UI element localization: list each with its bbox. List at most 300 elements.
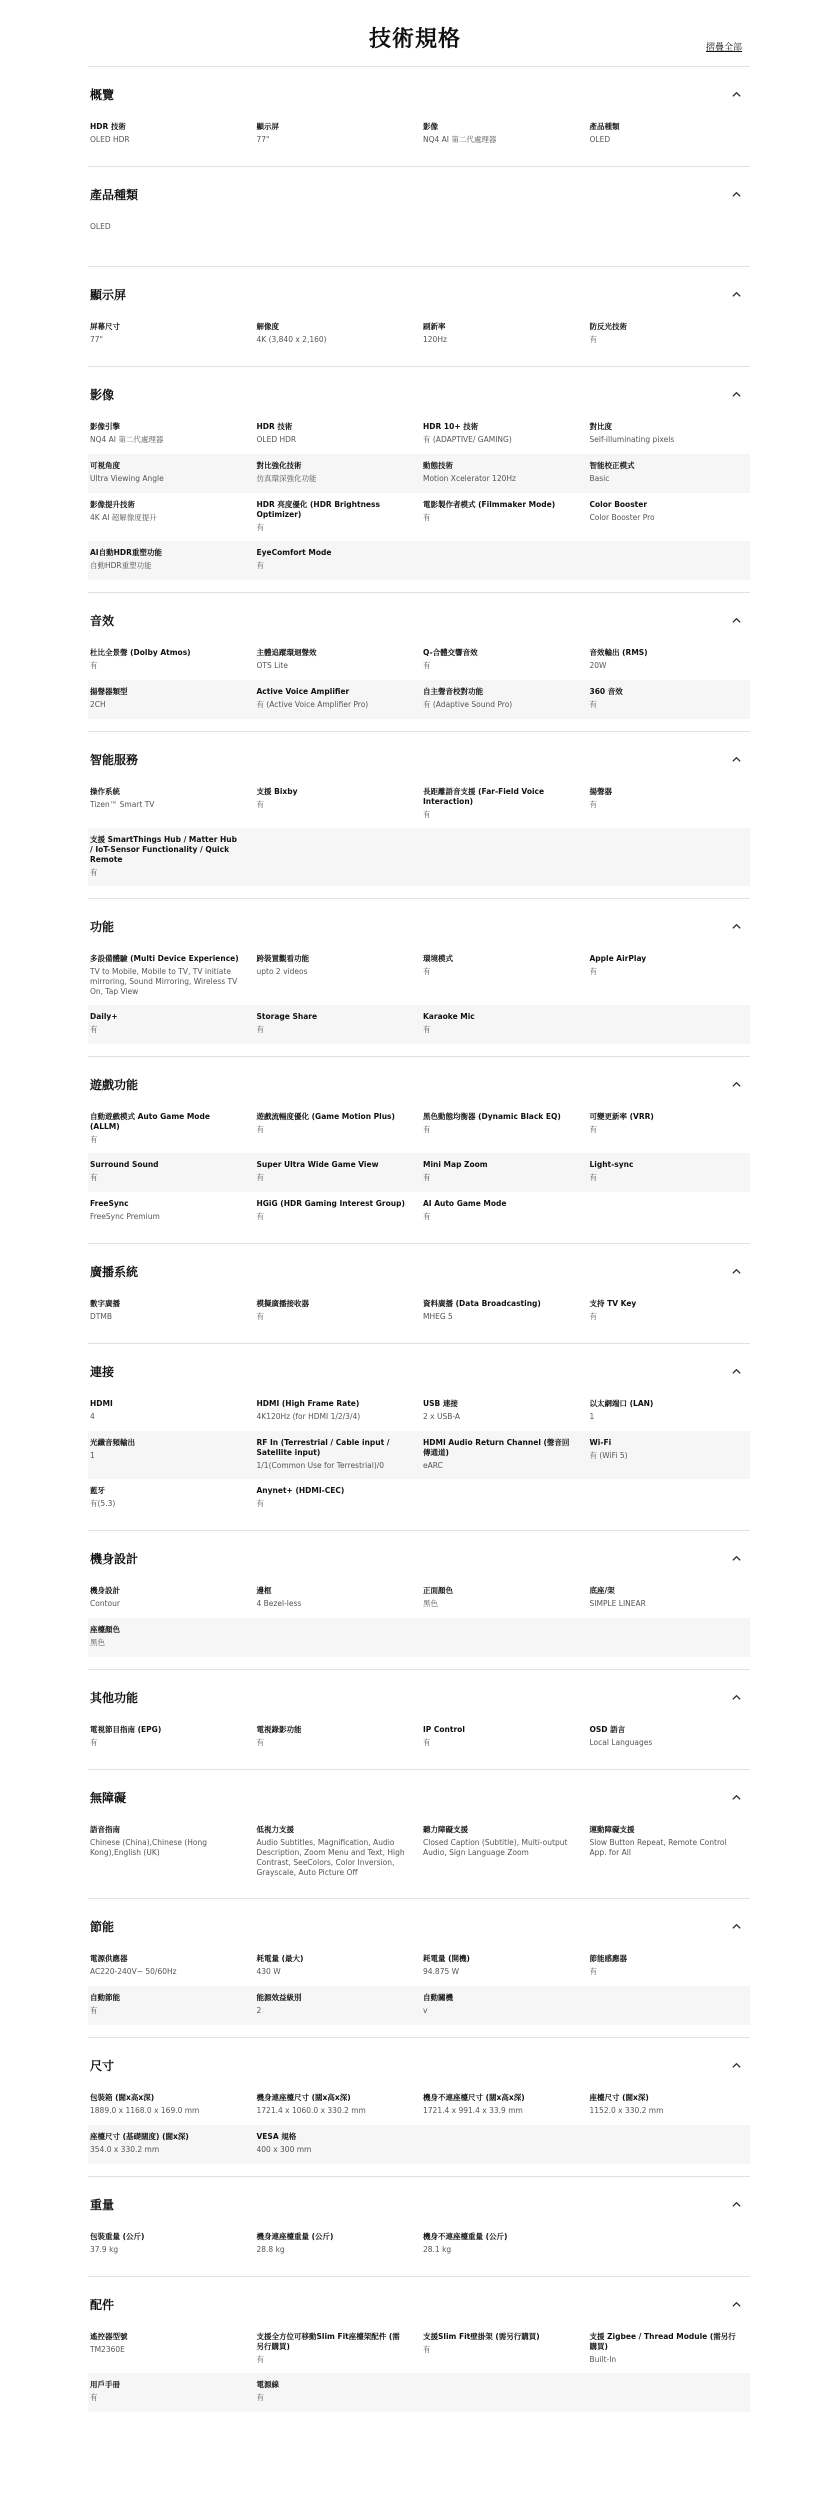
spec-label: Apple AirPlay — [589, 954, 647, 963]
section-header[interactable] — [88, 2056, 750, 2076]
spec-value: Motion Xcelerator 120Hz — [423, 474, 516, 483]
spec-value: Audio Subtitles, Magnification, Audio Description, Zoom Menu and Text, High Contrast, SeeColors, Color Inversion, Grayscale, Auto Picture Off — [256, 1838, 405, 1877]
spec-label: HGiG (HDR Gaming Interest Group) — [256, 1199, 405, 1208]
spec-row — [88, 115, 750, 154]
chevron-up-icon[interactable] — [731, 289, 742, 300]
spec-item — [257, 1825, 416, 1878]
spec-item — [423, 1954, 582, 1978]
spec-row — [88, 1947, 750, 1986]
spec-value: 有 (WiFi 5) — [589, 1451, 628, 1460]
spec-value: 77" — [256, 135, 270, 144]
spec-value: 2CH — [90, 700, 106, 709]
spec-item — [90, 1993, 249, 2017]
spec-value: 有 — [256, 1212, 264, 1221]
spec-item — [90, 1825, 249, 1878]
spec-row — [88, 641, 750, 680]
section-header[interactable] — [88, 1788, 750, 1808]
spec-value: 4K AI 超解像度提升 — [90, 513, 157, 522]
chevron-up-icon[interactable] — [731, 1921, 742, 1932]
spec-label: 長距離語音支援 (Far-Field Voice Interaction) — [423, 787, 545, 806]
spec-item — [90, 2232, 249, 2256]
spec-value: 有 — [256, 1312, 264, 1321]
spec-value: 有 — [423, 1125, 431, 1134]
spec-label: 可變更新率 (VRR) — [589, 1112, 654, 1121]
spec-row — [88, 454, 750, 493]
spec-section — [88, 166, 750, 266]
spec-value: 94.875 W — [423, 1967, 460, 1976]
spec-item — [590, 2332, 749, 2365]
spec-row — [88, 2125, 750, 2164]
spec-item — [423, 1438, 582, 1471]
chevron-up-icon[interactable] — [731, 615, 742, 626]
spec-label: Anynet+ (HDMI-CEC) — [256, 1486, 345, 1495]
spec-value: Local Languages — [589, 1738, 653, 1747]
spec-value: 有 — [256, 800, 264, 809]
section-title: 重量 — [90, 2198, 115, 2212]
spec-value: 2 — [256, 2006, 262, 2015]
spec-label: 數字廣播 — [90, 1299, 120, 1308]
spec-section — [88, 1530, 750, 1669]
spec-item — [90, 122, 249, 146]
spec-item — [90, 1586, 249, 1610]
section-header[interactable] — [88, 1688, 750, 1708]
spec-item — [590, 954, 749, 997]
spec-item — [590, 1399, 749, 1423]
spec-item — [257, 2332, 416, 2365]
section-title: 尺寸 — [90, 2059, 115, 2073]
section-header[interactable] — [88, 85, 750, 105]
spec-item — [423, 1825, 582, 1878]
spec-item — [423, 1299, 582, 1323]
spec-label: 能源效益級別 — [256, 1993, 302, 2002]
spec-value: Slow Button Repeat, Remote Control App. for All — [589, 1838, 727, 1857]
spec-item — [423, 1586, 582, 1610]
spec-value: 有 — [256, 523, 264, 532]
spec-row — [88, 215, 750, 254]
spec-section — [88, 2176, 750, 2276]
spec-label: USB 連接 — [423, 1399, 458, 1408]
spec-label: Karaoke Mic — [423, 1012, 475, 1021]
spec-item — [90, 1486, 249, 1510]
spec-section — [88, 1769, 750, 1898]
spec-row — [88, 315, 750, 354]
spec-value: 1/1(Common Use for Terrestrial)/0 — [256, 1461, 385, 1470]
page-title: 技術規格 — [368, 27, 461, 52]
spec-value: 4 — [90, 1412, 95, 1421]
spec-row — [88, 2225, 750, 2264]
spec-label: 360 音效 — [589, 687, 623, 696]
spec-value: 有 — [589, 1312, 597, 1321]
spec-item — [423, 1112, 582, 1145]
spec-value: 有 — [589, 967, 597, 976]
spec-item — [590, 1112, 749, 1145]
spec-item — [257, 1954, 416, 1978]
spec-label: 對比度 — [589, 422, 612, 431]
spec-label: HDMI Audio Return Channel (聲音回傳通道) — [423, 1438, 570, 1457]
section-header[interactable] — [88, 750, 750, 770]
spec-item — [423, 422, 582, 446]
spec-label: 杜比全景聲 (Dolby Atmos) — [90, 648, 191, 657]
section-title: 影像 — [90, 388, 115, 402]
spec-row — [88, 1479, 750, 1518]
spec-value: 1 — [90, 1451, 95, 1460]
spec-value: 有 — [423, 513, 431, 522]
spec-label: 座檯尺寸 (基礎闊度) (闊x深) — [90, 2132, 189, 2141]
spec-value: 有 — [90, 868, 98, 877]
spec-item — [590, 500, 749, 533]
spec-row — [88, 947, 750, 1005]
spec-label: 機身不連座檯重量 (公斤) — [423, 2232, 508, 2241]
spec-item — [590, 648, 749, 672]
spec-value: 有 — [423, 810, 431, 819]
chevron-up-icon[interactable] — [731, 1792, 742, 1803]
section-header[interactable] — [88, 1075, 750, 1095]
spec-section — [88, 66, 750, 166]
spec-label: 正面顏色 — [423, 1586, 453, 1595]
spec-label: Daily+ — [90, 1012, 118, 1021]
spec-item — [590, 1586, 749, 1610]
section-header[interactable] — [88, 1362, 750, 1382]
spec-label: 機身設計 — [90, 1586, 120, 1595]
spec-label: 影像引擎 — [90, 422, 120, 431]
section-title: 廣播系統 — [90, 1265, 139, 1279]
spec-item — [590, 687, 749, 711]
spec-item — [257, 648, 416, 672]
spec-label: 藍牙 — [90, 1486, 105, 1495]
spec-label: 揚聲器 — [589, 787, 612, 796]
spec-section — [88, 1343, 750, 1530]
section-title: 配件 — [90, 2298, 115, 2312]
chevron-up-icon[interactable] — [731, 921, 742, 932]
spec-label: 機身連座檯重量 (公斤) — [256, 2232, 334, 2241]
spec-value: v — [423, 2006, 428, 2015]
spec-value: 430 W — [256, 1967, 281, 1976]
spec-item — [90, 2380, 249, 2404]
spec-label: RF In (Terrestrial / Cable input / Satellite input) — [256, 1438, 390, 1457]
spec-item — [257, 548, 416, 572]
spec-item — [257, 1012, 416, 1036]
spec-value: 有 — [256, 1173, 264, 1182]
spec-sections — [88, 66, 750, 2424]
spec-label: 跨裝置觀看功能 — [256, 954, 309, 963]
spec-value: 有 — [90, 661, 98, 670]
spec-label: VESA 規格 — [256, 2132, 297, 2141]
section-title: 其他功能 — [90, 1691, 139, 1705]
spec-label: 操作系統 — [90, 787, 120, 796]
spec-label: HDMI — [90, 1399, 113, 1408]
spec-label: 模擬廣播接收器 — [256, 1299, 309, 1308]
spec-item — [90, 1725, 249, 1749]
spec-item — [90, 2093, 249, 2117]
chevron-up-icon[interactable] — [731, 1692, 742, 1703]
spec-item — [590, 461, 749, 485]
spec-label: 自主聲音校對功能 — [423, 687, 483, 696]
spec-item — [90, 422, 249, 446]
spec-value: MHEG 5 — [423, 1312, 453, 1321]
spec-item — [423, 648, 582, 672]
section-title: 功能 — [90, 920, 115, 934]
spec-label: Active Voice Amplifier — [256, 687, 350, 696]
spec-item — [90, 1625, 249, 1649]
spec-section — [88, 366, 750, 592]
spec-item — [590, 1438, 749, 1471]
spec-item — [423, 687, 582, 711]
chevron-up-icon[interactable] — [731, 1366, 742, 1377]
spec-section — [88, 1669, 750, 1769]
spec-value: Closed Caption (Subtitle), Multi-output Audio, Sign Language Zoom — [423, 1838, 568, 1857]
spec-value: OLED HDR — [90, 135, 130, 144]
spec-value: 有 — [589, 1125, 597, 1134]
spec-value: 有 — [90, 1135, 98, 1144]
spec-item — [90, 687, 249, 711]
spec-label: 低視力支援 — [256, 1825, 294, 1834]
section-header[interactable] — [88, 1917, 750, 1937]
spec-value: 4 Bezel-less — [256, 1599, 302, 1608]
section-title: 顯示屏 — [90, 288, 127, 302]
spec-value: 有 (ADAPTIVE/ GAMING) — [423, 435, 512, 444]
section-header[interactable] — [88, 1262, 750, 1282]
section-title: 遊戲功能 — [90, 1078, 139, 1092]
spec-row — [88, 541, 750, 580]
spec-value: 有 — [256, 1499, 264, 1508]
spec-value: 400 x 300 mm — [256, 2145, 312, 2154]
spec-row — [88, 415, 750, 454]
spec-item — [257, 2093, 416, 2117]
spec-value: OTS Lite — [256, 661, 288, 670]
section-title: 智能服務 — [90, 753, 139, 767]
spec-item — [423, 1399, 582, 1423]
spec-section — [88, 898, 750, 1056]
spec-value: 有 — [423, 967, 431, 976]
spec-value: 自動HDR重塑功能 — [90, 561, 152, 570]
spec-item — [590, 787, 749, 820]
spec-label: IP Control — [423, 1725, 465, 1734]
spec-label: HDR 技術 — [256, 422, 293, 431]
spec-value: 有 — [256, 1125, 264, 1134]
spec-value: Contour — [90, 1599, 120, 1608]
spec-value: 1721.4 x 1060.0 x 330.2 mm — [256, 2106, 366, 2115]
spec-label: 底座/架 — [589, 1586, 615, 1595]
spec-item — [257, 1199, 416, 1223]
spec-value: 有 — [256, 1025, 264, 1034]
spec-row — [88, 2373, 750, 2412]
spec-row — [88, 780, 750, 828]
spec-item — [90, 1299, 249, 1323]
spec-item — [257, 1299, 416, 1323]
spec-label: HDR 亮度優化 (HDR Brightness Optimizer) — [256, 500, 380, 519]
spec-label: 電視節目指南 (EPG) — [90, 1725, 162, 1734]
spec-row — [88, 1618, 750, 1657]
spec-value: Built-In — [589, 2355, 617, 2364]
chevron-up-icon[interactable] — [731, 1079, 742, 1090]
section-header[interactable] — [88, 611, 750, 631]
spec-value: 有 — [423, 1173, 431, 1182]
spec-item — [590, 1725, 749, 1749]
spec-value: FreeSync Premium — [90, 1212, 160, 1221]
spec-item — [90, 1438, 249, 1471]
spec-item — [257, 461, 416, 485]
chevron-up-icon[interactable] — [731, 754, 742, 765]
spec-label: 多設備體驗 (Multi Device Experience) — [90, 954, 239, 963]
spec-label: 用戶手冊 — [90, 2380, 120, 2389]
spec-label: 對比強化技術 — [256, 461, 302, 470]
spec-row — [88, 1192, 750, 1231]
spec-item — [257, 322, 416, 346]
spec-row — [88, 1818, 750, 1886]
spec-section — [88, 592, 750, 731]
spec-item — [257, 1112, 416, 1145]
spec-value: OLED HDR — [256, 435, 297, 444]
spec-label: EyeComfort Mode — [256, 548, 332, 557]
spec-label: 黑色動態均衡器 (Dynamic Black EQ) — [423, 1112, 561, 1121]
spec-item — [257, 122, 416, 146]
chevron-up-icon[interactable] — [731, 2060, 742, 2071]
section-title: 概覽 — [90, 88, 115, 102]
spec-item — [590, 1160, 749, 1184]
spec-value: 1152.0 x 330.2 mm — [589, 2106, 664, 2115]
spec-item — [90, 1399, 249, 1423]
spec-section — [88, 2276, 750, 2424]
spec-value: NQ4 AI 第二代處理器 — [423, 135, 497, 144]
spec-item — [257, 1486, 416, 1510]
spec-value: 4K (3,840 x 2,160) — [256, 335, 327, 344]
spec-item — [90, 2132, 249, 2156]
spec-value: 有 — [423, 661, 431, 670]
spec-label: 電源供應器 — [90, 1954, 128, 1963]
spec-item — [423, 2232, 582, 2256]
spec-item — [423, 461, 582, 485]
spec-item — [590, 1825, 749, 1878]
spec-item — [90, 787, 249, 820]
spec-value: 有 — [90, 1738, 98, 1747]
section-header[interactable] — [88, 2195, 750, 2215]
spec-item — [90, 461, 249, 485]
spec-value: 有 — [589, 800, 597, 809]
spec-value: AC220-240V~ 50/60Hz — [90, 1967, 177, 1976]
spec-value: 有 — [90, 2006, 98, 2015]
spec-item — [257, 1586, 416, 1610]
spec-value: 有 — [90, 1025, 98, 1034]
spec-value: 有(5.3) — [90, 1499, 116, 1508]
spec-label: 以太網端口 (LAN) — [589, 1399, 654, 1408]
spec-value: DTMB — [90, 1312, 112, 1321]
spec-item — [257, 422, 416, 446]
spec-item — [90, 222, 249, 246]
spec-label: Storage Share — [256, 1012, 318, 1021]
spec-label: 屏幕尺寸 — [90, 322, 120, 331]
spec-label: Wi-Fi — [589, 1438, 612, 1447]
spec-label: 支援Slim Fit壁掛架 (需另行購買) — [423, 2332, 540, 2341]
spec-item — [90, 835, 249, 878]
spec-label: Color Booster — [589, 500, 648, 509]
spec-item — [90, 2332, 249, 2365]
spec-row — [88, 1153, 750, 1192]
chevron-up-icon[interactable] — [731, 2199, 742, 2210]
section-header[interactable] — [88, 917, 750, 937]
spec-label: AI Auto Game Mode — [423, 1199, 507, 1208]
chevron-up-icon[interactable] — [731, 2299, 742, 2310]
spec-value: Chinese (China),Chinese (Hong Kong),English (UK) — [90, 1838, 208, 1857]
spec-label: 防反光技術 — [589, 322, 627, 331]
spec-value: 有 — [256, 561, 264, 570]
spec-row — [88, 1292, 750, 1331]
spec-value: eARC — [423, 1461, 443, 1470]
spec-label: 語音指南 — [90, 1825, 120, 1834]
spec-value: 黑色 — [423, 1599, 438, 1608]
spec-value: 有 — [589, 335, 597, 344]
spec-item — [257, 2232, 416, 2256]
spec-row — [88, 1005, 750, 1044]
spec-section — [88, 266, 750, 366]
spec-label: HDMI (High Frame Rate) — [256, 1399, 360, 1408]
spec-value: 37.9 kg — [90, 2245, 119, 2254]
section-title: 音效 — [90, 614, 115, 628]
spec-item — [423, 1725, 582, 1749]
spec-row — [88, 1986, 750, 2025]
spec-row — [88, 2325, 750, 2373]
spec-item — [257, 787, 416, 820]
section-header[interactable] — [88, 285, 750, 305]
section-header[interactable] — [88, 385, 750, 405]
spec-value: NQ4 AI 第二代處理器 — [90, 435, 164, 444]
chevron-up-icon[interactable] — [731, 1266, 742, 1277]
section-title: 機身設計 — [90, 1552, 139, 1566]
spec-section — [88, 1898, 750, 2037]
section-header[interactable] — [88, 185, 750, 205]
spec-label: 環境模式 — [423, 954, 453, 963]
section-title: 產品種類 — [90, 188, 139, 202]
spec-value: 有 — [423, 1738, 431, 1747]
chevron-up-icon[interactable] — [731, 389, 742, 400]
spec-item — [423, 954, 582, 997]
section-header[interactable] — [88, 1549, 750, 1569]
spec-value: 有 — [423, 2345, 431, 2354]
section-title: 無障礙 — [90, 1791, 127, 1805]
spec-label: 耗電量 (開機) — [423, 1954, 470, 1963]
chevron-up-icon[interactable] — [731, 189, 742, 200]
spec-label: 支援 Zigbee / Thread Module (需另行購買) — [589, 2332, 736, 2351]
spec-item — [423, 322, 582, 346]
spec-label: 影像 — [423, 122, 438, 131]
spec-item — [90, 322, 249, 346]
collapse-all-link[interactable]: 摺疊全部 — [706, 43, 743, 53]
chevron-up-icon[interactable] — [731, 89, 742, 100]
spec-label: 機身不連座檯尺寸 (闊x高x深) — [423, 2093, 525, 2102]
spec-value: TM2360E — [90, 2345, 125, 2354]
section-header[interactable] — [88, 2295, 750, 2315]
spec-label: 耗電量 (最大) — [256, 1954, 304, 1963]
spec-label: 智能校正模式 — [589, 461, 635, 470]
spec-value: 有 — [589, 1967, 597, 1976]
spec-value: 有 (Active Voice Amplifier Pro) — [256, 700, 369, 709]
spec-value: Basic — [589, 474, 610, 483]
spec-row — [88, 1431, 750, 1479]
spec-value: 77" — [90, 335, 103, 344]
spec-label: HDR 10+ 技術 — [423, 422, 479, 431]
spec-label: 主體追蹤環迴聲效 — [256, 648, 317, 657]
spec-item — [257, 1399, 416, 1423]
spec-item — [590, 122, 749, 146]
chevron-up-icon[interactable] — [731, 1553, 742, 1564]
spec-label: 電源線 — [256, 2380, 279, 2389]
spec-row — [88, 2086, 750, 2125]
spec-value: 4K120Hz (for HDMI 1/2/3/4) — [256, 1412, 361, 1421]
spec-value: 有 — [90, 1173, 98, 1182]
spec-value: 1889.0 x 1168.0 x 169.0 mm — [90, 2106, 200, 2115]
spec-item — [90, 548, 249, 572]
spec-item — [90, 1012, 249, 1036]
spec-value: 1 — [589, 1412, 595, 1421]
